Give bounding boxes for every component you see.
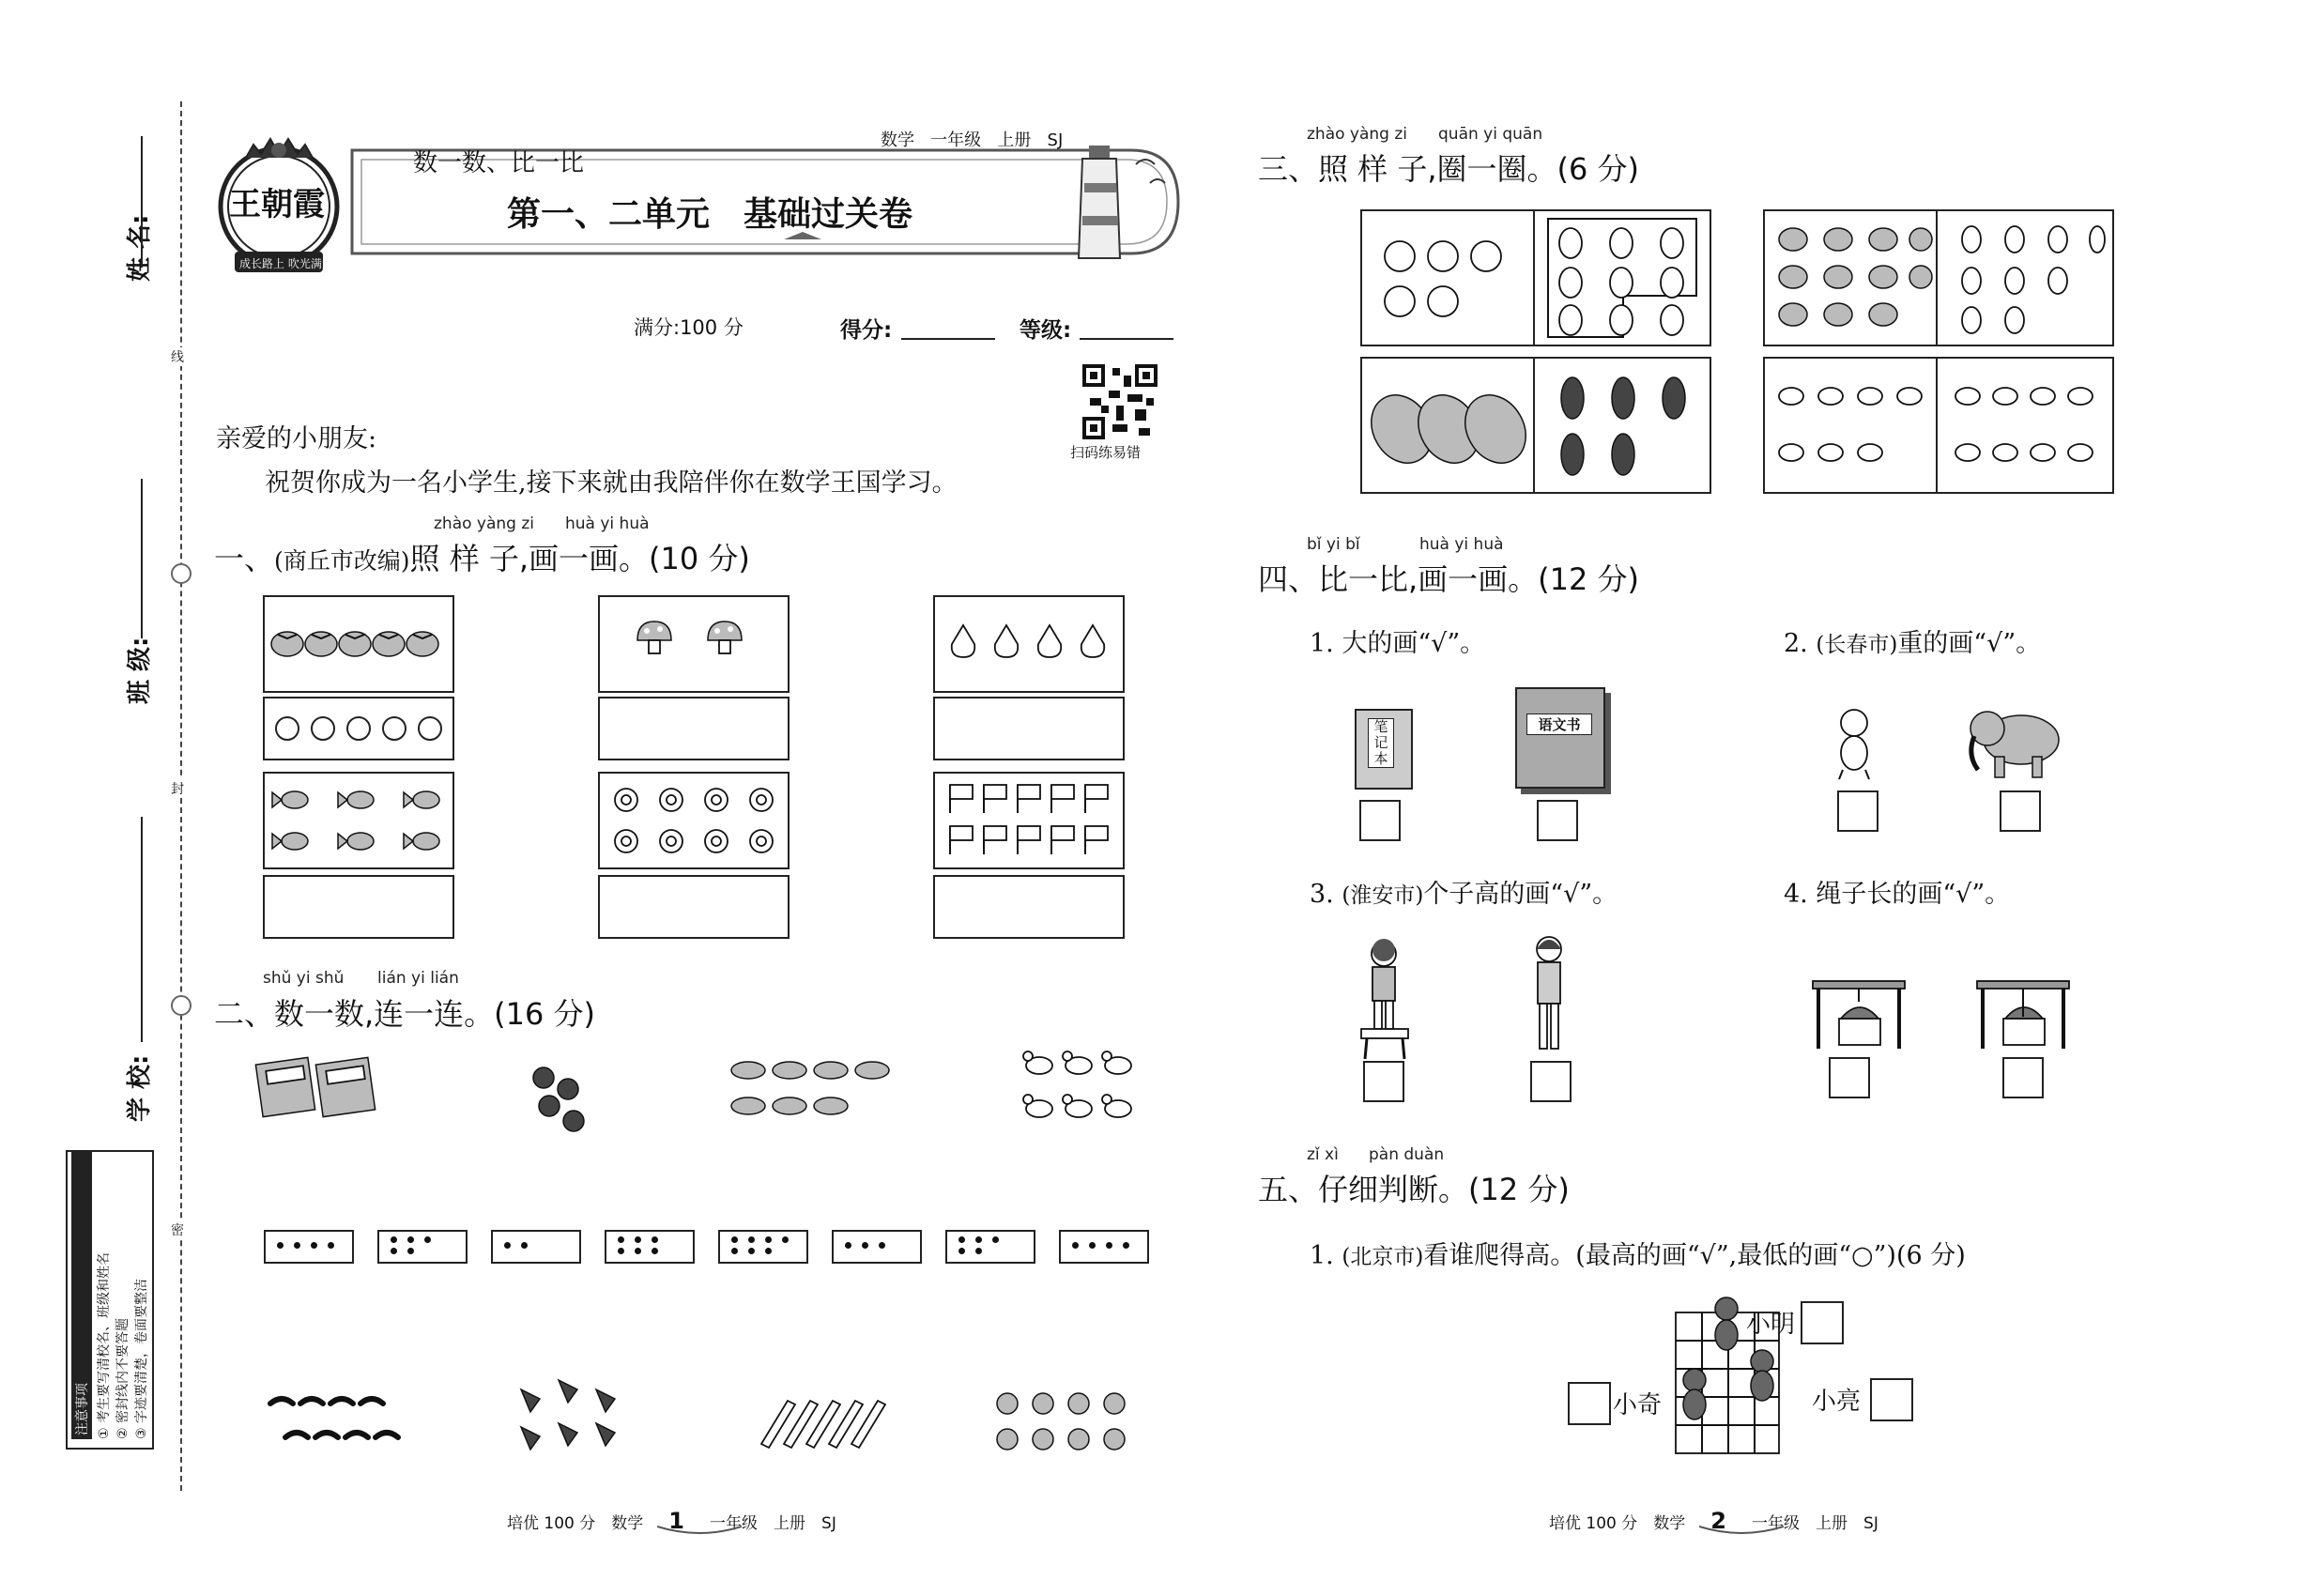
dot [1106,1242,1112,1249]
pear-icon [1539,215,1706,341]
brand-slogan: 成长路上 吹光满天 [239,257,333,270]
dot-card[interactable] [945,1230,1035,1264]
dot [765,1248,772,1254]
q4-item-4: 4. 绳子长的画“√”。 [1784,880,2011,909]
duck-icon [1949,370,2107,483]
qr-label: 扫码练易错 [1070,444,1142,461]
dot [975,1248,982,1254]
worm-icon [263,1385,422,1460]
swallow-icon [512,1371,634,1460]
dot [277,1242,284,1249]
q1-answer-box[interactable] [598,697,790,760]
bird-icon [521,1061,596,1136]
q3-chick-box[interactable] [1763,357,2114,494]
dot [311,1242,317,1249]
binding-hole [171,995,192,1016]
q4-item-2: 2. (长春市)重的画“√”。 [1784,629,2042,658]
class-field[interactable] [141,479,143,638]
answer-box-xiaoliang[interactable] [1870,1378,1913,1421]
dot [845,1242,851,1249]
eggplant-icon [1546,370,1704,483]
dot-card[interactable] [832,1230,922,1264]
pear-icon [935,597,1123,691]
score-label: 得分: [840,318,893,343]
ant-icon [1949,219,2107,337]
cabbage-icon [1368,387,1531,471]
full-score: 满分:100 分 [634,316,744,339]
dot [618,1236,624,1243]
q1-pear-box [933,595,1125,693]
pinyin: shǔ yi shǔ [263,969,345,988]
level-label: 等级: [1020,318,1072,343]
book-stack-icon [253,1051,385,1127]
name-field[interactable] [141,136,143,268]
dot [424,1236,431,1243]
well-icon [1971,972,2075,1051]
dot [652,1248,658,1254]
answer-box-xiaoqi[interactable] [1568,1382,1611,1425]
well-icon [1807,972,1910,1051]
peach-icon [1372,230,1531,333]
book-label: 语文书 [1526,714,1592,735]
girl-icon [1521,934,1577,1056]
dot [731,1236,738,1243]
chick-icon [1772,370,1934,483]
strawberry-icon [271,632,438,656]
q2-heading: 二、数一数,连一连。(16 分) [214,996,596,1032]
snail-icon [990,1385,1131,1460]
pinyin: pàn duàn [1369,1145,1445,1164]
notice-item: ② 密封线内不要答题 [115,1317,130,1439]
book-image [1515,687,1605,789]
dot-card[interactable] [491,1230,581,1264]
notebook-image [1355,709,1413,790]
flag-icon [935,774,1123,867]
pencil-icon [756,1389,901,1450]
intro-message: 祝贺你成为一名小学生,接下来就由我陪伴你在数学王国学习。 [265,468,958,498]
dot [748,1236,755,1243]
label-xiaoqi: 小奇 [1613,1391,1663,1420]
q3-cabbage-box[interactable] [1360,357,1711,494]
dot [504,1242,511,1249]
check-box-book[interactable] [1537,800,1578,841]
pinyin: zǐ xì [1307,1145,1339,1164]
school-label: 学 校: [126,1054,154,1122]
q1-fish-box [263,772,454,869]
elephant-icon [1967,698,2070,783]
dot [652,1236,658,1243]
notice-box [66,1150,154,1450]
mushroom-icon [600,597,788,691]
class-label: 班 级: [126,637,154,704]
shrimp-icon [728,1051,906,1127]
qr-code[interactable] [1082,364,1158,439]
dot [748,1248,755,1254]
subtitle: 数一数、比一比 [413,149,585,177]
q1-mushroom-box [598,595,790,693]
q1-example-box [263,595,454,693]
check-box-boy[interactable] [1363,1061,1404,1102]
answer-box-xiaoming[interactable] [1801,1301,1844,1344]
q1-answer-box[interactable] [263,875,454,939]
dot [407,1236,414,1243]
dot [618,1248,624,1254]
brand-name: 王朝霞 [229,186,325,223]
dot [1123,1242,1129,1249]
pinyin: huà yi huà [565,514,650,533]
dot [731,1248,738,1254]
school-field[interactable] [141,817,143,1042]
score-field[interactable] [901,338,995,340]
dot [328,1242,334,1249]
notebook-label: 笔记本 [1368,718,1394,768]
footer-ornament [657,1523,742,1536]
footer-left: 培优 100 分 数学 1 一年级 上册 SJ [507,1508,836,1534]
q1-example-answer [263,697,454,760]
dot [407,1248,414,1254]
check-box-girl[interactable] [1530,1061,1572,1102]
dot [391,1236,397,1243]
dot-card[interactable] [605,1230,695,1264]
page-number: 2 [1710,1508,1726,1534]
label-xiaoming: 小明 [1746,1311,1796,1339]
notice-item: ① 考生要写清校名、班级和姓名 [97,1251,112,1439]
dot [958,1236,965,1243]
q4-item-1: 1. 大的画“√”。 [1310,629,1486,658]
label-xiaoliang: 小亮 [1812,1388,1862,1416]
check-box-elephant[interactable] [2000,790,2041,832]
dot [975,1236,982,1243]
notice-item: ③ 字迹要清楚，卷面要整洁 [134,1278,149,1439]
check-box-notebook[interactable] [1359,800,1401,841]
meta-info: 数学 一年级 上册 SJ [881,130,1064,150]
dot [294,1242,300,1249]
pinyin: zhào yàng zi [434,514,535,533]
dot [862,1242,868,1249]
q5-heading: 五、仔细判断。(12 分) [1258,1172,1570,1207]
binding-hole [171,563,192,584]
fish-icon [265,774,452,867]
q1-flower-box [598,772,790,869]
dot [782,1236,789,1243]
q1-answer-box[interactable] [933,875,1125,939]
footer-ornament [1699,1523,1784,1536]
dot [765,1236,772,1243]
crab-icon [1772,219,1934,337]
level-field[interactable] [1080,338,1173,340]
q1-heading: 一、(商丘市改编)照 样 子,画一画。(10 分) [214,541,750,576]
dot [992,1236,999,1243]
binding-mark: 密 [171,1220,184,1239]
q1-flag-box [933,772,1125,869]
q1-answer-box[interactable] [933,697,1125,760]
dot-card[interactable] [377,1230,468,1264]
dot-card[interactable] [718,1230,808,1264]
q3-example-box [1360,209,1711,346]
q4-heading: 四、比一比,画一画。(12 分) [1258,561,1640,597]
check-box-well-1[interactable] [1829,1057,1870,1098]
dot [958,1248,965,1254]
q3-bug-box[interactable] [1763,209,2114,346]
dot [1072,1242,1079,1249]
monkey-icon [1826,706,1882,781]
dot [879,1242,885,1249]
dot [635,1248,641,1254]
footer-right: 培优 100 分 数学 2 一年级 上册 SJ [1549,1508,1878,1534]
pinyin: huà yi huà [1419,535,1504,554]
binding-mark: 线 [171,347,184,366]
boy-on-stool-icon [1352,939,1418,1061]
q4-item-3: 3. (淮安市)个子高的画“√”。 [1310,880,1618,909]
dot [521,1242,528,1249]
duck-icon [1019,1047,1141,1131]
check-box-well-2[interactable] [2002,1057,2044,1098]
q3-heading: 三、照 样 子,圈一圈。(6 分) [1258,151,1640,187]
dot-card[interactable] [1059,1230,1149,1264]
flower-icon [600,774,788,867]
binding-mark: 封 [171,779,184,798]
pinyin: bǐ yi bǐ [1307,535,1360,554]
notice-title: 注意事项 [71,1150,92,1439]
check-box-monkey[interactable] [1837,790,1878,832]
dot [1089,1242,1096,1249]
pinyin: zhào yàng zi [1307,125,1408,144]
name-label: 姓 名: [126,214,154,282]
page-number: 1 [668,1508,684,1534]
greeting: 亲爱的小朋友: [216,424,377,453]
dot [635,1236,641,1243]
dot [391,1248,397,1254]
dot-card[interactable] [264,1230,354,1264]
pinyin: lián yi lián [377,969,459,988]
q1-answer-box[interactable] [598,875,790,939]
pinyin: quān yi quān [1438,125,1543,144]
page-title: 第一、二单元 基础过关卷 [507,195,913,234]
q5-item-1: 1. (北京市)看谁爬得高。(最高的画“√”,最低的画“○”)(6 分) [1310,1241,1966,1270]
